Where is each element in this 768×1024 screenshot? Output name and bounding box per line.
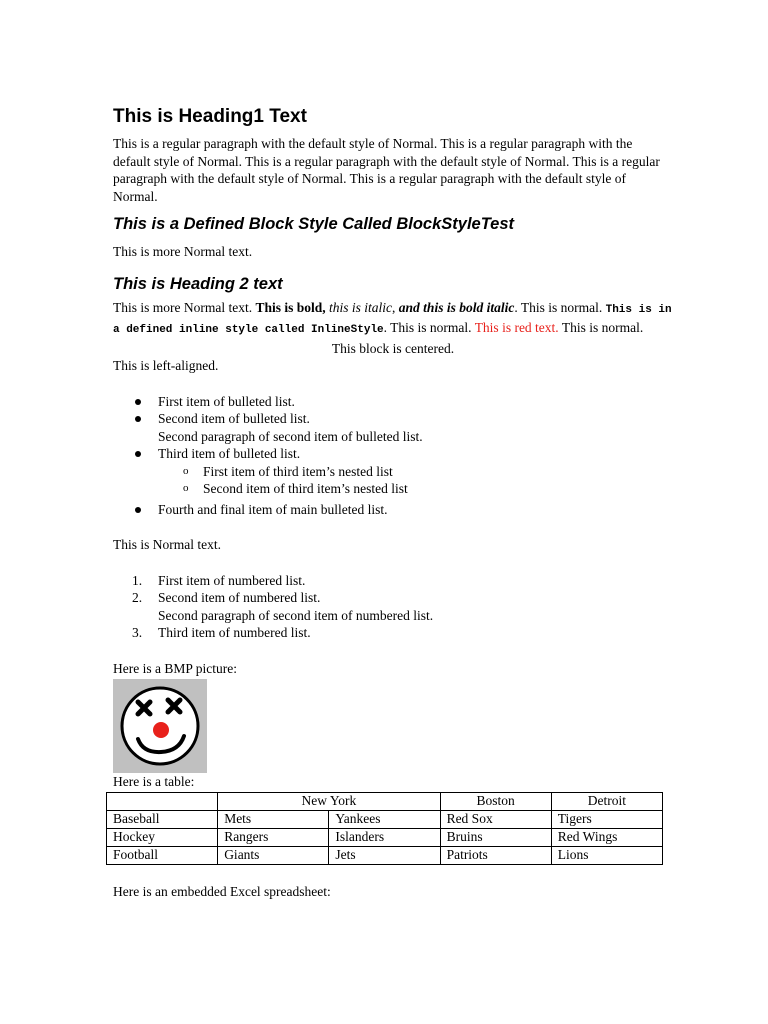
mixed-format-paragraph — [113, 299, 673, 340]
table-cell: Rangers — [218, 828, 329, 846]
bullet-icon — [135, 416, 141, 422]
table-cell: Patriots — [440, 846, 551, 864]
nested-list-item: o First item of third item’s nested list — [183, 463, 393, 479]
table-label: Here is a table: — [113, 774, 195, 789]
table-cell: Bruins — [440, 828, 551, 846]
table-cell: Baseball — [107, 810, 218, 828]
table-cell: Football — [107, 846, 218, 864]
italic-run: this is italic — [329, 299, 393, 315]
normal-run-2: . This is normal. — [514, 299, 603, 315]
table-cell: Tigers — [551, 810, 662, 828]
table-header-cell: New York — [218, 792, 440, 810]
bulleted-list — [113, 393, 673, 519]
regular-paragraph: This is a regular paragraph with the default style of Normal. This is a regular paragraph with the default style of Normal. This is a regular paragraph with the default style of Normal. This is a regular paragraph with the default style of Normal. This is a regular paragraph with the default style of Normal. — [113, 136, 660, 204]
list-item: Third item of bulleted list. o First item of third item’s nested list o Second item of third item’s nested list — [113, 445, 673, 498]
bold-italic-run: and this is bold italic — [398, 299, 515, 315]
nested-list-item: o Second item of third item’s nested list — [183, 481, 408, 496]
table-cell: Islanders — [329, 828, 440, 846]
nested-list — [158, 463, 673, 498]
bmp-label: Here is a BMP picture: — [113, 660, 237, 676]
list-item: Second item of bulleted list. Second paragraph of second item of bulleted list. — [113, 410, 673, 445]
table-header-row — [107, 792, 663, 810]
red-text-run: This is red text. — [474, 320, 559, 335]
normal-run-4: This is normal. — [561, 320, 644, 335]
circle-bullet-icon: o — [183, 482, 189, 494]
list-item: Fourth and final item of main bulleted list. — [113, 501, 673, 519]
table-row — [107, 810, 663, 828]
normal-text: This is Normal text. — [113, 537, 221, 552]
comma-run: , — [392, 299, 396, 315]
teams-table — [106, 792, 663, 865]
numbered-item: 3. Third item of numbered list. — [132, 625, 311, 640]
bullet-icon — [135, 451, 141, 457]
table-row — [107, 828, 663, 846]
numbered-item: 1. First item of numbered list. — [132, 572, 306, 588]
red-nose-icon — [153, 722, 169, 738]
bullet-icon — [135, 507, 141, 513]
bullet-icon — [135, 399, 141, 405]
circle-bullet-icon: o — [183, 464, 189, 477]
normal-run: This is more Normal text. — [113, 299, 253, 315]
table-cell: Yankees — [329, 810, 440, 828]
left-aligned-block: This is left-aligned. — [113, 358, 219, 373]
heading-1: This is Heading1 Text — [113, 106, 307, 127]
clown-face-picture — [113, 679, 207, 773]
table-cell: Red Wings — [551, 828, 662, 846]
list-item: First item of bulleted list. — [113, 393, 673, 411]
table-cell: Red Sox — [440, 810, 551, 828]
table-cell: Mets — [218, 810, 329, 828]
table-cell: Giants — [218, 846, 329, 864]
table-cell — [107, 792, 218, 810]
numbered-list — [113, 572, 673, 642]
table-cell: Lions — [551, 846, 662, 864]
excel-label: Here is an embedded Excel spreadsheet: — [113, 883, 331, 899]
normal-run-3: . This is normal. — [383, 320, 472, 335]
document-page — [113, 104, 673, 900]
numbered-item: 2. Second item of numbered list. Second paragraph of second item of numbered list. — [132, 590, 434, 623]
heading-2: This is Heading 2 text — [113, 274, 283, 293]
centered-block: This block is centered. — [331, 340, 455, 356]
table-header-cell: Detroit — [551, 792, 662, 810]
table-cell: Hockey — [107, 828, 218, 846]
inline-style-run: This is in a defined inline style called InlineStyle — [113, 303, 672, 336]
block-style-heading: This is a Defined Block Style Called BlockStyleTest — [113, 215, 515, 233]
table-header-cell: Boston — [440, 792, 551, 810]
table-row — [107, 846, 663, 864]
more-normal-text: This is more Normal text. — [113, 244, 253, 259]
table-cell: Jets — [329, 846, 440, 864]
bold-run: This is bold, — [255, 299, 326, 315]
